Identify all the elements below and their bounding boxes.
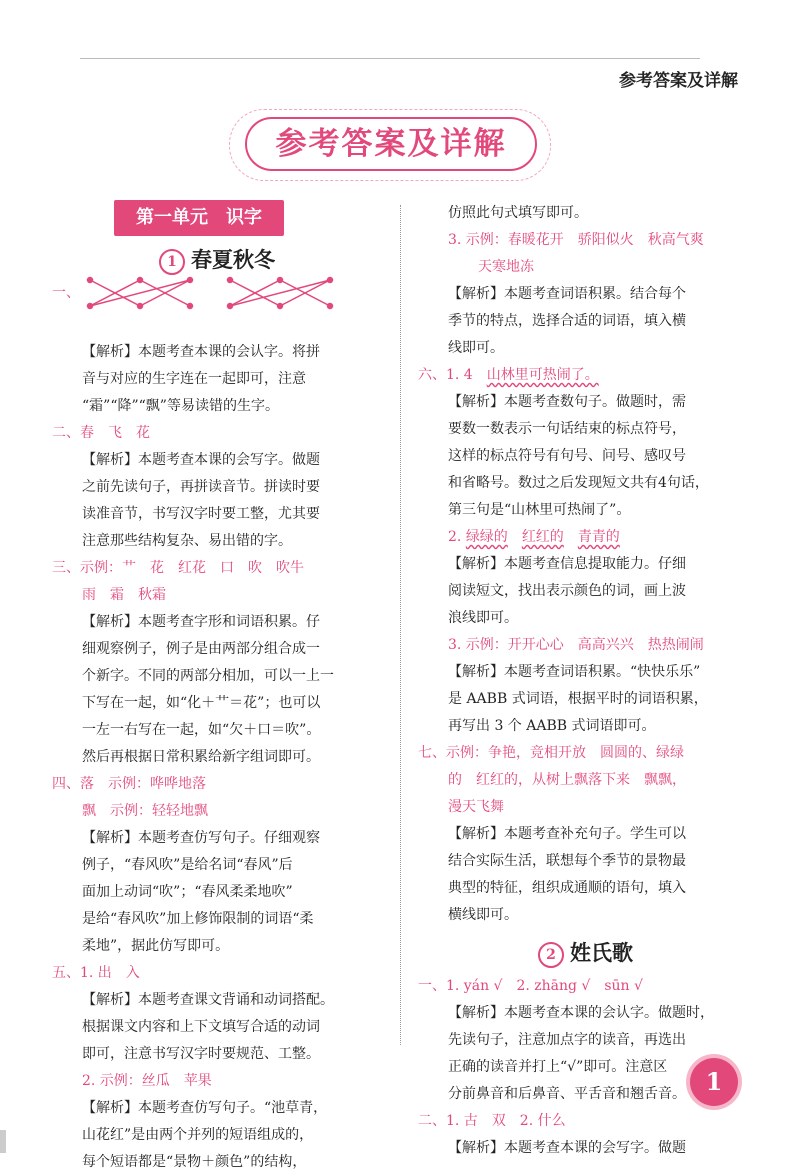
matching-lines-diagram bbox=[80, 274, 370, 314]
answer-5-3-cont: 天寒地冻 bbox=[478, 259, 534, 275]
text-line: 季节的特点，选择合适的词语，填入横 bbox=[448, 313, 686, 329]
text-line: 例子，“春风吹”是给名词“春风”后 bbox=[82, 857, 293, 873]
text-line: 下写在一起，如“化＋艹＝花”；也可以 bbox=[82, 695, 321, 711]
text-line: 正确的读音并打上“√”即可。注意区 bbox=[448, 1059, 668, 1075]
text-line: 线即可。 bbox=[448, 340, 504, 356]
text-line: 【解析】本题考查词语积累。“快快乐乐” bbox=[448, 664, 701, 680]
text-line: 典型的特征，组织成通顺的语句，填入 bbox=[448, 880, 686, 896]
text-line: 和省略号。数过之后发现短文共有4句话， bbox=[448, 475, 709, 491]
text-line: 每个短语都是“景物＋颜色”的结构， bbox=[82, 1154, 307, 1170]
analysis-5-3 bbox=[418, 281, 753, 362]
text-line: “霜”“降”“飘”等易读错的生字。 bbox=[82, 398, 279, 414]
answer-1 bbox=[52, 280, 382, 307]
answer-5-3: 3. 示例：春暖花开 骄阳似火 秋高气爽 bbox=[448, 232, 704, 248]
answer-4: 四、落 示例：哗哗地落 bbox=[52, 776, 206, 792]
text-line: 面加上动词“吹”；“春风柔柔地吹” bbox=[82, 884, 293, 900]
answer-2: 二、春 飞 花 bbox=[52, 425, 150, 441]
text-line: 再写出 3 个 AABB 式词语即可。 bbox=[448, 718, 656, 734]
wavy-underlined-answer: 山林里可热闹了。 bbox=[486, 367, 599, 383]
text-line: 阅读短文，找出表示颜色的词，画上波 bbox=[448, 583, 686, 599]
answer-6-3: 3. 示例：开开心心 高高兴兴 热热闹闹 bbox=[448, 637, 704, 653]
page-number-badge: 1 bbox=[690, 1058, 738, 1106]
analysis-6-3 bbox=[418, 659, 753, 740]
lesson-1-heading bbox=[52, 244, 382, 276]
answer-5-2: 2. 示例：丝瓜 苹果 bbox=[82, 1073, 212, 1089]
text-line: 之前先读句子，再拼读音节。拼读时要 bbox=[82, 479, 320, 495]
text-line: 然后再根据日常积累给新字组词即可。 bbox=[82, 749, 320, 765]
answer-prefix: 六、1. 4 bbox=[418, 367, 487, 383]
analysis-3 bbox=[52, 609, 382, 771]
text-line: 注意那些结构复杂、易出错的字。 bbox=[82, 533, 292, 549]
lesson-title: 春夏秋冬 bbox=[191, 247, 275, 272]
text-line: 【解析】本题考查仿写句子。仔细观察 bbox=[82, 830, 320, 846]
answer-7-cont: 漫天飞舞 bbox=[448, 799, 504, 815]
answer-3: 三、示例：艹 花 红花 口 吹 吹牛 bbox=[52, 560, 304, 576]
text-line: 【解析】本题考查本课的会写字。做题 bbox=[448, 1140, 686, 1156]
text-line: 柔地”，据此仿写即可。 bbox=[82, 938, 230, 954]
column-divider bbox=[400, 205, 401, 1045]
text-line: 【解析】本题考查补充句子。学生可以 bbox=[448, 826, 686, 842]
text-line: 分前鼻音和后鼻音、平舌音和翘舌音。 bbox=[448, 1086, 686, 1102]
answer-5: 五、1. 出 入 bbox=[52, 965, 140, 981]
answer-7: 七、示例：争艳，竞相开放 圆圆的、绿绿 bbox=[418, 745, 684, 761]
answer-6-2 bbox=[418, 524, 753, 551]
text-line: 浪线即可。 bbox=[448, 610, 518, 626]
answer-6 bbox=[418, 362, 753, 389]
wavy-underlined-answer: 红红的 bbox=[521, 529, 564, 545]
text-line: 读准音节，书写汉字时要工整，尤其要 bbox=[82, 506, 320, 522]
text-line: 要数一数表示一句话结束的标点符号， bbox=[448, 421, 686, 437]
text-line: 【解析】本题考查本课的会认字。做题时， bbox=[448, 1005, 714, 1021]
l2-answer-2: 二、1. 古 双 2. 什么 bbox=[418, 1113, 566, 1129]
text-line: 根据课文内容和上下文填写合适的动词 bbox=[82, 1019, 320, 1035]
text-line: 【解析】本题考查词语积累。结合每个 bbox=[448, 286, 686, 302]
text-line: 横线即可。 bbox=[448, 907, 518, 923]
edge-mark bbox=[0, 1130, 6, 1153]
l2-answer-1: 一、1. yán √ 2. zhāng √ sūn √ bbox=[418, 978, 643, 994]
text-line: 细观察例子，例子是由两部分组合成一 bbox=[82, 641, 320, 657]
text-line: 是给“春风吹”加上修饰限制的词语“柔 bbox=[82, 911, 314, 927]
header-rule bbox=[80, 58, 700, 59]
analysis-5 bbox=[52, 987, 382, 1068]
analysis-1 bbox=[52, 339, 382, 420]
wavy-underlined-answer: 青青的 bbox=[577, 529, 620, 545]
text-line: 【解析】本题考查本课的会写字。做题 bbox=[82, 452, 320, 468]
text-line: 结合实际生活，联想每个季节的景物最 bbox=[448, 853, 686, 869]
right-column bbox=[418, 200, 753, 1162]
text-line: 【解析】本题考查仿写句子。“池草青， bbox=[82, 1100, 328, 1116]
text-line: 即可，注意书写汉字时要规范、工整。 bbox=[82, 1046, 320, 1062]
analysis-4 bbox=[52, 825, 382, 960]
running-header: 参考答案及详解 bbox=[619, 71, 738, 91]
answer-3-cont: 雨 霜 秋霜 bbox=[82, 587, 166, 603]
wavy-underlined-answer: 绿绿的 bbox=[465, 529, 508, 545]
analysis-7 bbox=[418, 821, 753, 929]
text-line: 【解析】本题考查课文背诵和动词搭配。 bbox=[82, 992, 334, 1008]
answer-4-cont: 飘 示例：轻轻地飘 bbox=[82, 803, 208, 819]
text-line: 仿照此句式填写即可。 bbox=[448, 205, 588, 221]
page-title: 参考答案及详解 bbox=[245, 117, 537, 171]
lesson-number-badge: 1 bbox=[159, 249, 185, 275]
text-line: 这样的标点符号有句号、问号、感叹号 bbox=[448, 448, 686, 464]
answer-prefix: 2. bbox=[448, 529, 466, 545]
text-line: 一左一右写在一起，如“欠＋口＝吹”。 bbox=[82, 722, 321, 738]
text-line: 【解析】本题考查本课的会认字。将拼 bbox=[82, 344, 320, 360]
analysis-6 bbox=[418, 389, 753, 524]
text-line: 【解析】本题考查信息提取能力。仔细 bbox=[448, 556, 686, 572]
analysis-6-2 bbox=[418, 551, 753, 632]
text-line: 山花红”是由两个并列的短语组成的， bbox=[82, 1127, 314, 1143]
lesson-2-heading bbox=[418, 937, 753, 969]
analysis-2 bbox=[52, 447, 382, 555]
lesson-title: 姓氏歌 bbox=[570, 940, 633, 965]
text-line: 【解析】本题考查数句子。做题时，需 bbox=[448, 394, 686, 410]
section-label: 一、 bbox=[52, 285, 80, 301]
text-line: 个新字。不同的两部分相加，可以一上一 bbox=[82, 668, 334, 684]
left-column bbox=[52, 200, 382, 1176]
unit-banner: 第一单元 识字 bbox=[114, 200, 284, 236]
text-line: 先读句子，注意加点字的读音，再选出 bbox=[448, 1032, 686, 1048]
answer-7-cont: 的 红红的，从树上飘落下来 飘飘， bbox=[448, 772, 686, 788]
text-line: 是 AABB 式词语，根据平时的词语积累， bbox=[448, 691, 708, 707]
text-line: 第三句是“山林里可热闹了”。 bbox=[448, 502, 631, 518]
analysis-5-2 bbox=[52, 1095, 382, 1176]
text-line: 音与对应的生字连在一起即可，注意 bbox=[82, 371, 306, 387]
text-line: 【解析】本题考查字形和词语积累。仔 bbox=[82, 614, 320, 630]
lesson-number-badge: 2 bbox=[538, 942, 564, 968]
l2-analysis-2 bbox=[418, 1135, 753, 1162]
